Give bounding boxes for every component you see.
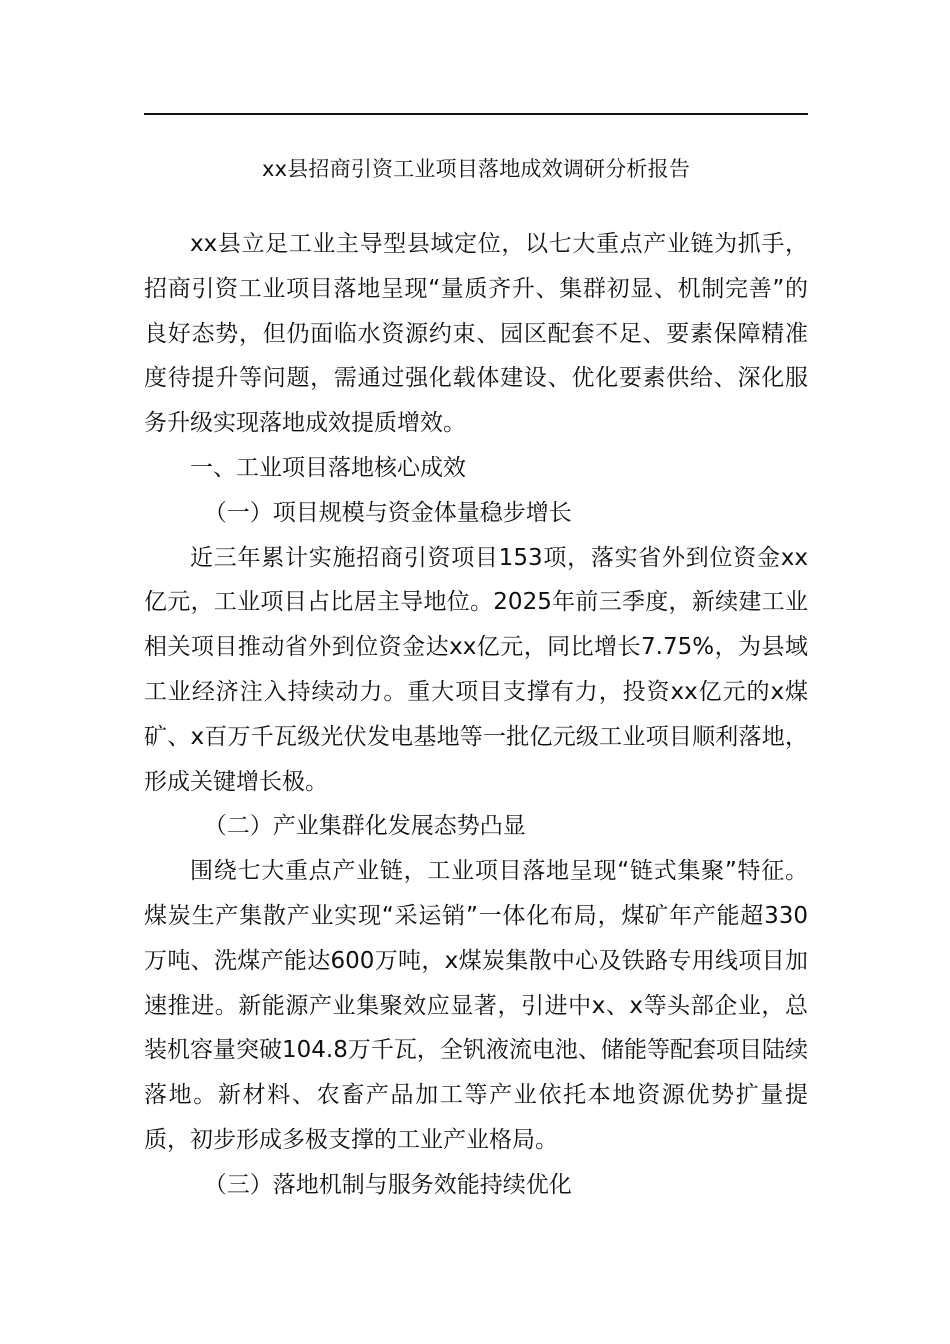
subsection-heading-2: （二）产业集群化发展态势凸显	[203, 813, 526, 840]
document-title: xx县招商引资工业项目落地成效调研分析报告	[261, 157, 691, 181]
document-body	[144, 222, 808, 1208]
subsection-heading-3: （三）落地机制与服务效能持续优化	[203, 1171, 572, 1198]
subsection-paragraph-1: 近三年累计实施招商引资项目153项，落实省外到位资金xx亿元，工业项目占比居主导地位。2025年前三季度，新续建工业相关项目推动省外到位资金达xx亿元，同比增长7.75%，为县域工业经济注入持续动力。重大项目支撑有力，投资xx亿元的x煤矿、x百万千瓦级光伏发电基地等一批亿元级工业项目顺利落地，形成关键增长极。	[144, 544, 808, 795]
intro-paragraph: xx县立足工业主导型县域定位，以七大重点产业链为抓手，招商引资工业项目落地呈现“量质齐升、集群初显、机制完善”的良好态势，但仍面临水资源约束、园区配套不足、要素保障精准度待提升等问题，需通过强化载体建设、优化要素供给、深化服务升级实现落地成效提质增效。	[144, 231, 808, 437]
header-rule	[144, 113, 808, 115]
subsection-paragraph-2: 围绕七大重点产业链，工业项目落地呈现“链式集聚”特征。煤炭生产集散产业实现“采运销”一体化布局，煤矿年产能超330万吨、洗煤产能达600万吨，x煤炭集散中心及铁路专用线项目加速推进。新能源产业集聚效应显著，引进中x、x等头部企业，总装机容量突破104.8万千瓦，全钒液流电池、储能等配套项目陆续落地。新材料、农畜产品加工等产业依托本地资源优势扩量提质，初步形成多极支撑的工业产业格局。	[144, 858, 808, 1153]
subsection-heading-1: （一）项目规模与资金体量稳步增长	[203, 499, 572, 526]
section-heading-1: 一、工业项目落地核心成效	[190, 454, 466, 481]
